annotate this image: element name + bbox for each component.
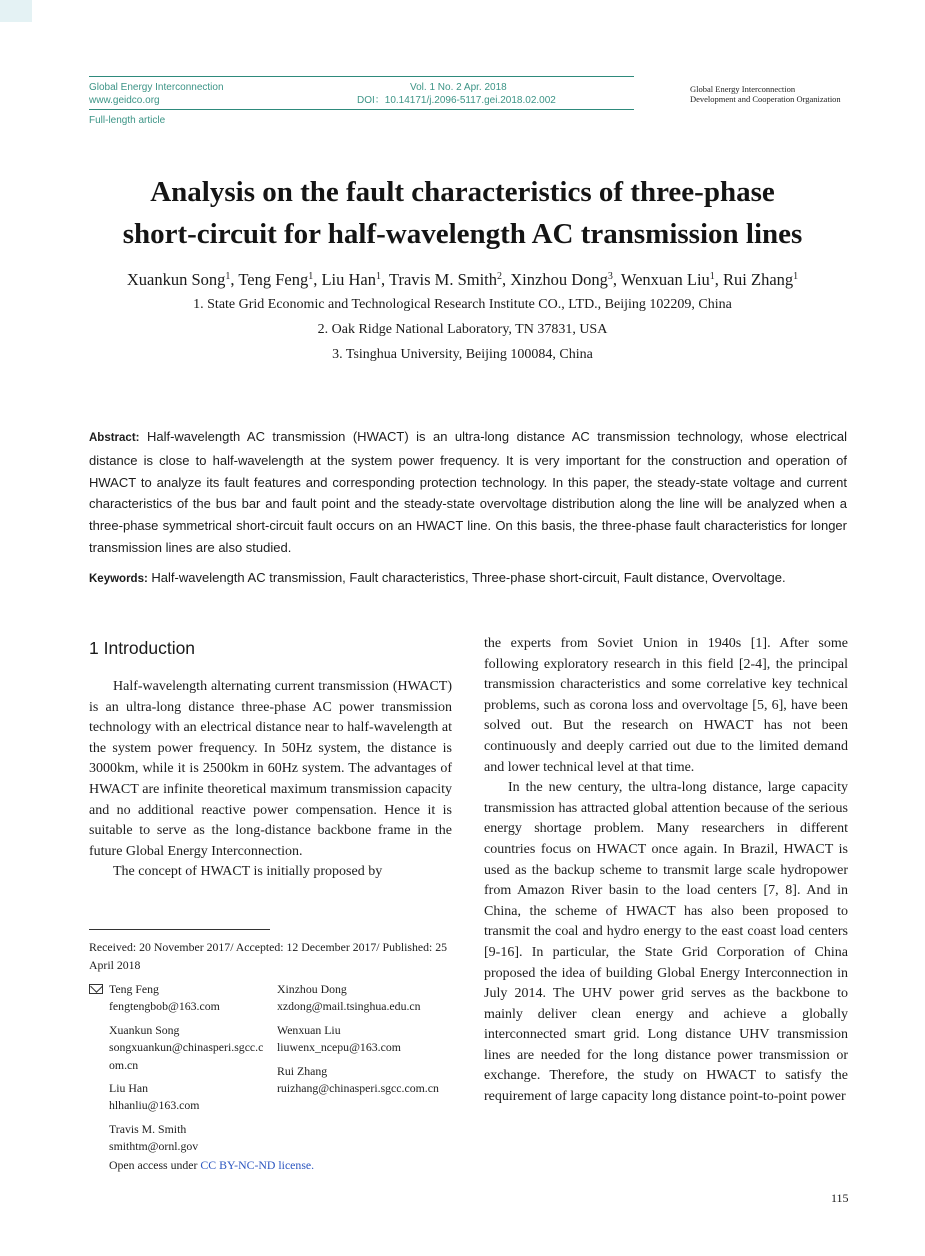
abstract — [89, 426, 847, 559]
contact-email[interactable]: fengtengbob@163.com — [109, 999, 220, 1013]
paragraph: the experts from Soviet Union in 1940s [1]. After some following exploratory research in this field [2-4], the principal transmission characteristics and some correlative key technical problems, such as corona loss and overvoltage [5, 6], have been solved out. But the research on HWACT has not been continuously and deeply carried out due to the limited demand and lower technical level at that time. — [484, 636, 848, 775]
affiliation-marker: 1 — [793, 271, 799, 282]
contact-email[interactable]: songxuankun@chinasperi.sgcc.com.cn — [109, 1040, 264, 1072]
footnote-rule — [89, 929, 270, 930]
envelope-icon — [89, 984, 103, 994]
author: Liu Han — [321, 270, 376, 289]
affiliation-3: 3. Tsinghua University, Beijing 100084, China — [332, 347, 593, 362]
header-rule-bottom — [89, 109, 634, 110]
contact-name: Xinzhou Dong — [277, 982, 347, 996]
paragraph: Half-wavelength alternating current transmission (HWACT) is an ultra-long distance three-phase AC power transmission technology with an electrical distance near to half-wavelength at the system power frequency. In 50Hz system, the distance is 3000km, while it is 2500km in 60Hz system. The advantages of HWACT are infinite theoretical maximum transmission capacity and no additional reactive power compensation. Hence it is suitable to serve as the long-distance backbone frame in the future Global Energy Interconnection. — [89, 679, 452, 859]
contact-name: Xuankun Song — [109, 1023, 180, 1037]
journal-website[interactable]: www.geidco.org — [89, 95, 160, 106]
abstract-text: Half-wavelength AC transmission (HWACT) is an ultra-long distance AC transmission technology, whose electrical distance is close to half-wavelength at the system power frequency. It is very important for the construction and operation of HWACT to analyze its fault features and corresponding protection technology. In this paper, the steady-state voltage and current characteristics of the bus bar and fault point and the steady-state overvoltage distribution along the line will be analyzed when a three-phase symmetrical short-circuit fault occurs on an HWACT line. On this basis, the three-phase fault characteristics for longer transmission lines are also studied. — [89, 429, 847, 555]
right-column — [484, 634, 848, 1108]
org-name-line1: Global Energy Interconnection — [690, 84, 796, 94]
affiliation-1: 1. State Grid Economic and Technological Research Institute CO., LTD., Beijing 102209, China — [193, 297, 732, 312]
header-rule-top — [89, 76, 634, 77]
author: Travis M. Smith — [388, 270, 498, 289]
contact-name: Rui Zhang — [277, 1064, 328, 1078]
author-list: Xuankun Song$^1$, Teng Feng$^1$, Liu Han$^1$, Travis M. Smith$^2$, Xinzhou Dong$^3$, Wenxuan Liu$^1$, Rui Zhang$^1$ — [126, 270, 799, 289]
org-name-line2: Development and Cooperation Organization — [690, 94, 841, 104]
journal-volume: Vol. 1 No. 2 Apr. 2018 — [410, 82, 507, 93]
author: Wenxuan Liu — [620, 270, 710, 289]
abstract-label: Abstract: — [89, 432, 140, 444]
contact-email[interactable]: xzdong@mail.tsinghua.edu.cn — [277, 999, 421, 1013]
contact-email[interactable]: ruizhang@chinasperi.sgcc.com.cn — [277, 1081, 439, 1095]
contact-email[interactable]: smithtm@ornl.gov — [109, 1139, 199, 1153]
affiliation-marker: 1 — [308, 271, 314, 282]
page-number: 115 — [831, 1191, 849, 1205]
affiliation-2: 2. Oak Ridge National Laboratory, TN 37831, USA — [317, 322, 608, 337]
corner-mark — [0, 0, 32, 22]
doi[interactable]: DOI：10.14171/j.2096-5117.gei.2018.02.002 — [357, 95, 556, 106]
keywords — [89, 569, 869, 588]
contact-email[interactable]: liuwenx_ncepu@163.com — [277, 1040, 401, 1054]
affiliation-marker: 1 — [225, 271, 231, 282]
contact-name: Wenxuan Liu — [277, 1023, 341, 1037]
license-link[interactable]: CC BY-NC-ND license. — [200, 1158, 315, 1172]
affiliation-marker: 2 — [497, 271, 503, 282]
contact-name: Teng Feng — [109, 982, 159, 996]
author: Rui Zhang — [723, 270, 794, 289]
section-heading: 1 Introduction — [89, 638, 196, 658]
left-column — [89, 677, 452, 883]
contact-name: Travis M. Smith — [109, 1122, 187, 1136]
article-type: Full-length article — [89, 115, 166, 126]
paper-title-line2: short-circuit for half-wavelength AC transmission lines — [122, 218, 803, 250]
open-access-note — [109, 1156, 314, 1174]
paper-title-line1: Analysis on the fault characteristics of three-phase — [150, 176, 775, 208]
contact-email[interactable]: hlhanliu@163.com — [109, 1098, 200, 1112]
contact-name: Liu Han — [109, 1081, 148, 1095]
keywords-label: Keywords: — [89, 573, 148, 585]
paragraph: In the new century, the ultra-long distance, large capacity transmission has attracted global attention because of the serious energy shortage problem. Many researchers in different countries focus on HWACT once again. In Brazil, HWACT is used as the backup scheme to transmit large scale hydropower from Amazon River basin to the load centers [7, 8]. And in China, the scheme of HWACT has also been proposed to transmit the coal and hydro energy to the east coast load centers [9-16]. In particular, the State Grid Corporation of China proposed the idea of building Global Energy Interconnection in July 2014. The UHV power grid serves as the backbone to mainly deliver clean energy and achieve a globally interconnected smart grid. Long distance UHV transmission lines are needed for the long distance power transmission or exchange. Therefore, the study on HWACT to satisfy the requirement of large capacity long distance point-to-point power — [484, 780, 848, 1105]
author: Xinzhou Dong — [510, 270, 608, 289]
keywords-text: Half-wavelength AC transmission, Fault characteristics, Three-phase short-circuit, Fault distance, Overvoltage. — [151, 570, 786, 585]
paragraph: The concept of HWACT is initially proposed by — [113, 864, 383, 880]
affiliation-marker: 1 — [376, 271, 381, 282]
journal-name: Global Energy Interconnection — [89, 82, 224, 93]
author: Xuankun Song — [126, 270, 226, 289]
author: Teng Feng — [238, 270, 309, 289]
affiliation-marker: 1 — [709, 271, 715, 282]
publication-dates: Received: 20 November 2017/ Accepted: 12 December 2017/ Published: 25 April 2018 — [89, 940, 448, 972]
affiliation-marker: 3 — [607, 271, 613, 282]
open-access-prefix: Open access under — [109, 1158, 201, 1172]
